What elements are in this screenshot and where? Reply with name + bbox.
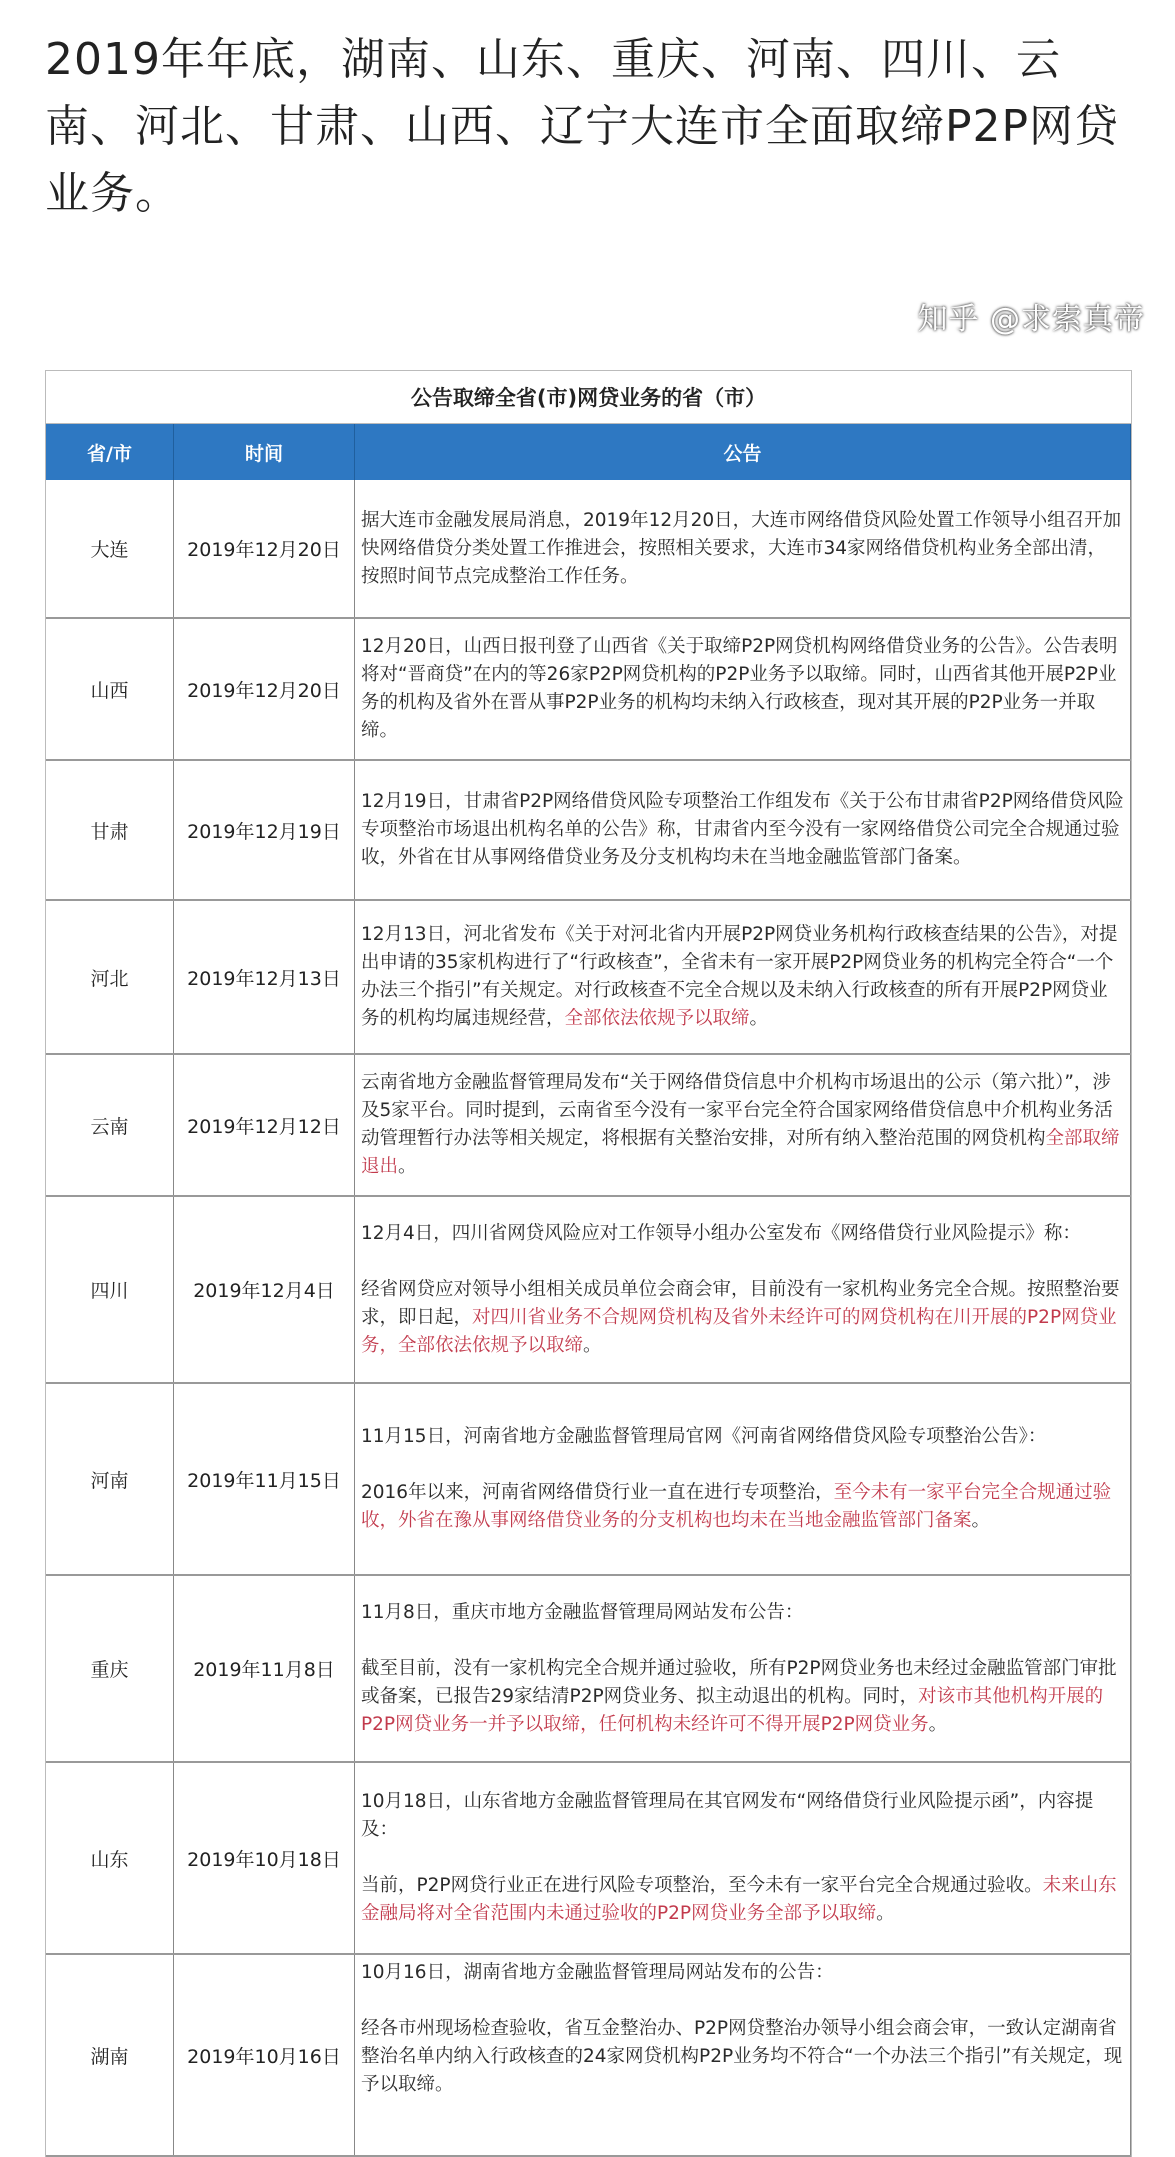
announcement-cell [355,619,1131,759]
highlighted-text: 全部取缔退出 [361,1128,1120,1177]
date-cell: 2019年11月15日 [174,1384,355,1574]
text-segment: 10月18日，山东省地方金融监督管理局在其官网发布“网络借贷行业风险提示函”，内容提及： [361,1791,1094,1840]
region-cell: 大连 [46,480,174,617]
announcement-paragraph [361,788,1124,872]
announcement-cell [355,1197,1131,1382]
table-header-row [46,424,1131,480]
table-title: 公告取缔全省(市)网贷业务的省（市） [46,371,1131,424]
highlighted-text: 至今未有一家平台完全合规通过验收，外省在豫从事网络借贷业务的分支机构也均未在当地金融监管部门备案 [361,1482,1112,1531]
announcement-paragraph [361,1872,1124,1928]
text-segment: 当前，P2P网贷行业正在进行风险专项整治，至今未有一家平台完全合规通过验收。 [361,1875,1043,1896]
announcement-paragraph [361,1479,1124,1535]
announcement-cell [355,901,1131,1053]
announcement-paragraph [361,1276,1124,1360]
text-segment: 12月20日，山西日报刊登了山西省《关于取缔P2P网贷机构网络借贷业务的公告》。公告表明将对“晋商贷”在内的等26家P2P网贷机构的P2P业务予以取缔。同时，山西省其他开展P2P业务的机构及省外在晋从事P2P业务的机构均未纳入行政核查，现对其开展的P2P业务一并取缔。 [361,636,1118,741]
table-row [46,619,1131,761]
text-segment: 12月4日，四川省网贷风险应对工作领导小组办公室发布《网络借贷行业风险提示》称： [361,1222,1081,1244]
announcement-paragraph [361,1220,1124,1248]
date-cell: 2019年10月18日 [174,1763,355,1953]
date-cell: 2019年12月20日 [174,480,355,617]
table-row [46,1763,1131,1955]
announcement-cell [355,1955,1131,2155]
text-segment: 12月13日，河北省发布《关于对河北省内开展P2P网贷业务机构行政核查结果的公告》，对提出申请的35家机构进行了“行政核查”，全省未有一家开展P2P网贷业务的机构完全符合“一个办法三个指引”有关规定。对行政核查不完全合规以及未纳入行政核查的所有开展P2P网贷业务的机构均属违规经营， [361,924,1118,1029]
announcement-paragraph [361,1788,1124,1844]
table-row [46,1384,1131,1576]
date-cell: 2019年11月8日 [174,1576,355,1761]
text-segment: 经各市州现场检查验收，省互金整治办、P2P网贷整治办领导小组会商会审，一致认定湖南省整治名单内纳入行政核查的24家网贷机构P2P业务均不符合“一个办法三个指引”有关规定，现予以取缔。 [361,2018,1123,2095]
header-region: 省/市 [46,424,174,480]
table-row [46,1955,1131,2157]
text-segment: 。 [583,1334,602,1356]
region-cell: 甘肃 [46,761,174,899]
table-row [46,901,1131,1055]
announcement-paragraph [361,1069,1124,1181]
highlighted-text: 对四川省业务不合规网贷机构及省外未经许可的网贷机构在川开展的P2P网贷业务，全部依法依规予以取缔 [361,1306,1117,1356]
date-cell: 2019年12月12日 [174,1055,355,1195]
header-date: 时间 [174,424,355,480]
region-cell: 山西 [46,619,174,759]
highlighted-text: 全部依法依规予以取缔 [564,1008,750,1029]
announcement-paragraph [361,1959,1124,1987]
region-cell: 山东 [46,1763,174,1953]
announcement-paragraph [361,1423,1124,1451]
date-cell: 2019年10月16日 [174,1955,355,2155]
text-segment: 。 [971,1510,991,1531]
announcement-table [45,370,1132,2157]
text-segment: 。 [928,1713,948,1735]
text-segment: 。 [398,1156,417,1177]
region-cell: 湖南 [46,1955,174,2155]
region-cell: 重庆 [46,1576,174,1761]
zhihu-watermark: 知乎 @求索真帝 [917,302,1145,337]
announcement-paragraph [361,2015,1124,2099]
table-row [46,1055,1131,1197]
region-cell: 四川 [46,1197,174,1382]
announcement-cell [355,761,1131,899]
text-segment: 10月16日，湖南省地方金融监督管理局网站发布的公告： [361,1962,834,1983]
table-row [46,480,1131,619]
highlighted-text: 对该市其他机构开展的P2P网贷业务一并予以取缔，任何机构未经许可不得开展P2P网贷业务 [361,1685,1104,1735]
highlighted-text: 未来山东金融局将对全省范围内未通过验收的P2P网贷业务全部予以取缔 [361,1875,1117,1924]
announcement-cell [355,1576,1131,1761]
announcement-paragraph [361,507,1124,591]
announcement-cell [355,1384,1131,1574]
announcement-cell [355,1763,1131,1953]
date-cell: 2019年12月19日 [174,761,355,899]
table-row [46,1576,1131,1763]
text-segment: 截至目前，没有一家机构完全合规并通过验收，所有P2P网贷业务也未经过金融监管部门审批或备案，已报告29家结清P2P网贷业务、拟主动退出的机构。同时， [361,1657,1117,1707]
text-segment: 经省网贷应对领导小组相关成员单位会商会审，目前没有一家机构业务完全合规。按照整治要求，即日起， [361,1278,1120,1328]
region-cell: 河北 [46,901,174,1053]
text-segment: 。 [749,1008,769,1029]
announcement-paragraph [361,633,1124,745]
region-cell: 河南 [46,1384,174,1574]
table-row [46,761,1131,901]
announcement-cell [355,1055,1131,1195]
date-cell: 2019年12月13日 [174,901,355,1053]
text-segment: 。 [876,1903,895,1924]
text-segment: 云南省地方金融监督管理局发布“关于网络借贷信息中介机构市场退出的公示（第六批）”，涉及5家平台。同时提到，云南省至今没有一家平台完全符合国家网络借贷信息中介机构业务活动管理暂行办法等相关规定，将根据有关整治安排，对所有纳入整治范围的网贷机构 [361,1072,1113,1149]
text-segment: 11月8日，重庆市地方金融监督管理局网站发布公告： [361,1601,804,1623]
date-cell: 2019年12月4日 [174,1197,355,1382]
region-cell: 云南 [46,1055,174,1195]
text-segment: 据大连市金融发展局消息，2019年12月20日，大连市网络借贷风险处置工作领导小组召开加快网络借贷分类处置工作推进会，按照相关要求，大连市34家网络借贷机构业务全部出清，按照时间节点完成整治工作任务。 [361,509,1122,587]
text-segment: 11月15日，河南省地方金融监督管理局官网《河南省网络借贷风险专项整治公告》： [361,1426,1047,1447]
announcement-paragraph [361,1599,1124,1627]
date-cell: 2019年12月20日 [174,619,355,759]
table-row [46,1197,1131,1384]
header-announcement: 公告 [355,424,1131,480]
announcement-cell [355,480,1131,617]
text-segment: 2016年以来，河南省网络借贷行业一直在进行专项整治， [361,1482,834,1503]
text-segment: 12月19日，甘肃省P2P网络借贷风险专项整治工作组发布《关于公布甘肃省P2P网络借贷风险专项整治市场退出机构名单的公告》称，甘肃省内至今没有一家网络借贷公司完全合规通过验收，外省在甘从事网络借贷业务及分支机构均未在当地金融监管部门备案。 [361,791,1124,868]
announcement-paragraph [361,1655,1124,1739]
article-heading: 2019年年底，湖南、山东、重庆、河南、四川、云南、河北、甘肃、山西、辽宁大连市全面取缔P2P网贷业务。 [45,34,1120,219]
announcement-paragraph [361,921,1124,1033]
table-body [46,480,1131,2157]
